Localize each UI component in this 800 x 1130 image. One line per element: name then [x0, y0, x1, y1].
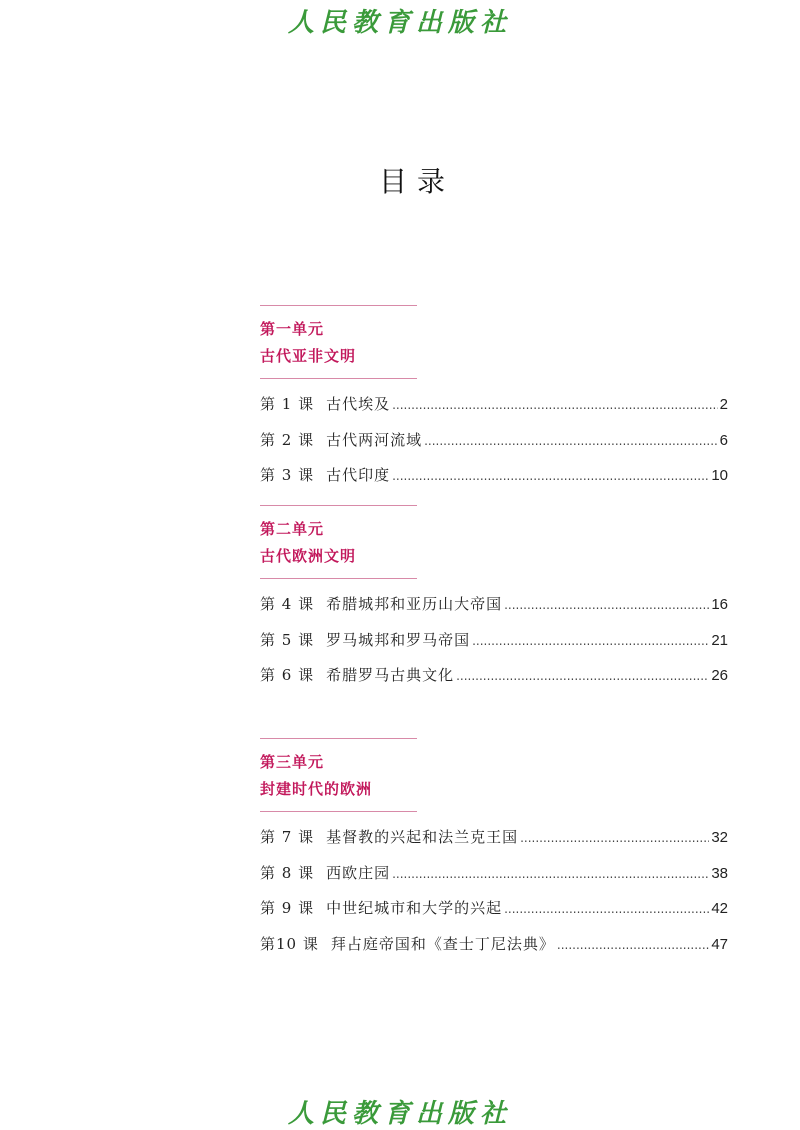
unit-name: 封建时代的欧洲	[260, 780, 373, 798]
page-number: 38	[711, 864, 728, 882]
dot-leader	[392, 398, 718, 412]
publisher-logo-bottom: 人民教育出版社	[287, 1099, 512, 1129]
lesson-number: 第 5 课	[260, 630, 315, 649]
dot-leader	[504, 598, 709, 612]
unit-number: 第一单元	[260, 320, 325, 338]
lesson-number: 第 2 课	[260, 430, 315, 449]
toc-entry[interactable]	[260, 826, 728, 862]
lesson-title: 拜占庭帝国和《查士丁尼法典》	[330, 934, 555, 953]
lesson-title: 古代两河流域	[326, 430, 423, 449]
lesson-number: 第 9 课	[260, 899, 315, 917]
publisher-logo-top: 人民教育出版社	[287, 8, 512, 38]
divider	[260, 578, 417, 579]
divider	[260, 378, 417, 379]
lesson-number: 第 3 课	[260, 466, 315, 484]
page-number: 26	[711, 667, 728, 684]
page-number: 42	[711, 900, 728, 917]
toc-entry[interactable]	[260, 933, 728, 969]
toc-entry[interactable]	[260, 429, 728, 465]
lesson-title: 基督教的兴起和法兰克王国	[326, 828, 519, 846]
lesson-title: 西欧庄园	[326, 863, 391, 882]
page-number: 47	[711, 935, 728, 953]
lesson-title: 古代印度	[326, 466, 391, 484]
lesson-list	[260, 393, 728, 500]
lesson-title: 中世纪城市和大学的兴起	[326, 899, 503, 917]
unit-3	[260, 738, 728, 968]
lesson-number: 第 4 课	[260, 595, 315, 613]
page-number: 16	[711, 596, 728, 613]
page-number: 32	[711, 829, 728, 846]
toc-entry[interactable]	[260, 897, 728, 933]
lesson-number: 第 6 课	[260, 666, 315, 684]
lesson-number: 第 1 课	[260, 395, 315, 413]
page-number: 21	[711, 631, 728, 649]
toc-entry[interactable]	[260, 593, 728, 629]
page-number: 2	[719, 396, 728, 413]
toc-entry[interactable]	[260, 393, 728, 429]
unit-number: 第二单元	[260, 520, 325, 538]
dot-leader	[392, 469, 709, 483]
page-number: 10	[711, 467, 728, 484]
lesson-number: 第10 课	[260, 934, 319, 953]
lesson-title: 希腊城邦和亚历山大帝国	[326, 595, 503, 613]
dot-leader	[456, 669, 709, 683]
page-number: 6	[719, 431, 728, 449]
unit-1	[260, 305, 728, 500]
dot-leader	[520, 831, 709, 845]
dot-leader	[557, 938, 709, 952]
divider	[260, 738, 417, 739]
divider	[260, 505, 417, 506]
dot-leader	[424, 434, 718, 448]
dot-leader	[504, 902, 709, 916]
lesson-list	[260, 826, 728, 968]
toc-entry[interactable]	[260, 862, 728, 898]
lesson-number: 第 7 课	[260, 828, 315, 846]
divider	[260, 811, 417, 812]
divider	[260, 305, 417, 306]
lesson-list	[260, 593, 728, 700]
dot-leader	[472, 634, 709, 648]
lesson-title: 古代埃及	[326, 395, 391, 413]
toc-entry[interactable]	[260, 464, 728, 500]
lesson-number: 第 8 课	[260, 863, 315, 882]
dot-leader	[392, 867, 709, 881]
unit-number: 第三单元	[260, 753, 325, 771]
lesson-title: 罗马城邦和罗马帝国	[326, 630, 471, 649]
unit-name: 古代亚非文明	[260, 347, 357, 365]
toc-entry[interactable]	[260, 664, 728, 700]
unit-2	[260, 505, 728, 700]
page-title: 目录	[378, 165, 455, 198]
toc-entry[interactable]	[260, 629, 728, 665]
lesson-title: 希腊罗马古典文化	[326, 666, 455, 684]
unit-name: 古代欧洲文明	[260, 547, 357, 565]
